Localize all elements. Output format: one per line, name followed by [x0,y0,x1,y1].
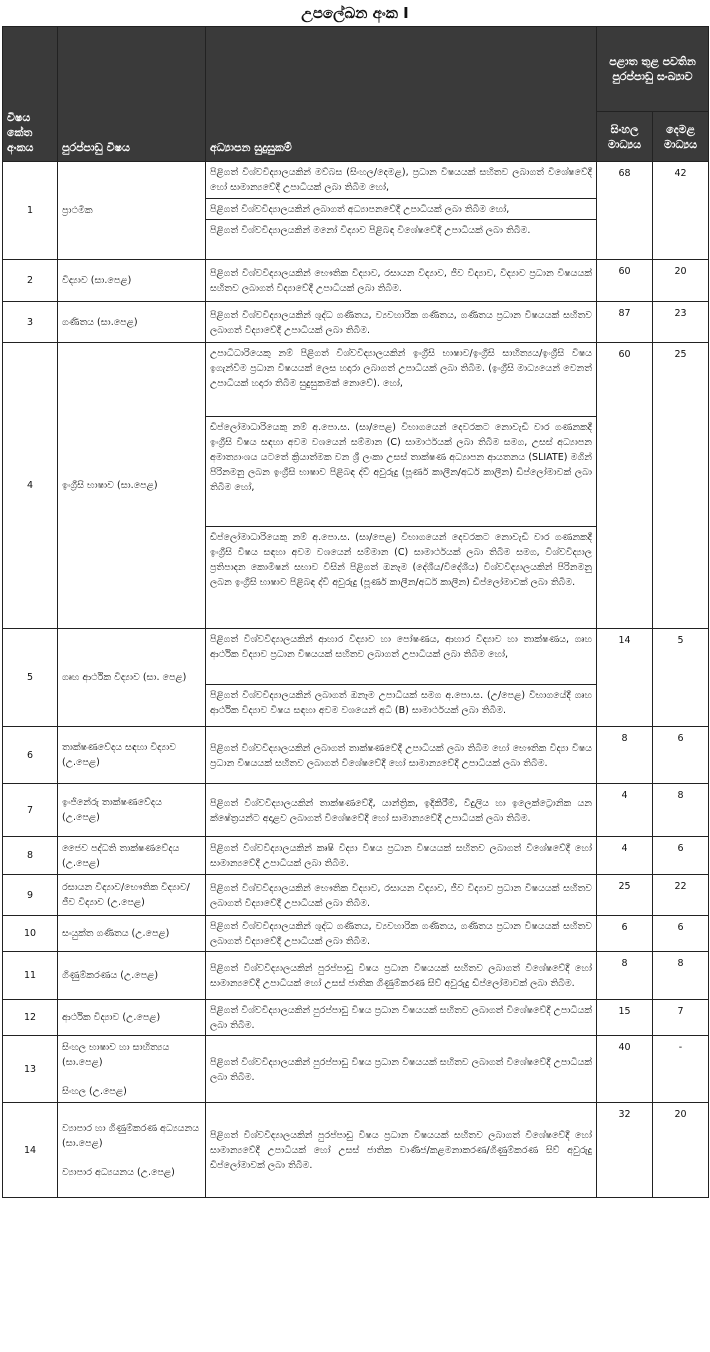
table-row [3,260,709,302]
tamil-vacancy-count: - [653,1036,709,1103]
subject-name-cell [58,916,206,952]
qualification-text: පිළිගත් විශ්වවිද්‍යාලයකින් පුරප්පාඩු විෂය ප්‍රධාන විෂයයක් සහිතව ලබාගත් විශේෂවේදී උපාධියක් ලබා තිබීම. [206,1036,597,1103]
header-qualifications: අධ්‍යාපන සුදුසුකම් [206,27,597,162]
sinhala-vacancy-count: 4 [597,837,653,875]
header-vacancies: පළාත තුළ පවතින පුරප්පාඩු සංඛ්‍යාව [597,27,709,112]
sinhala-vacancy-count: 15 [597,1000,653,1036]
subject-name-cell [58,727,206,784]
qualification-text: පිළිගත් විශ්වවිද්‍යාලයකින් ලබාගත් තාක්ෂණවේදී උපාධියක් ලබා තිබීම හෝ භෞතික විද්‍යා විෂය ප්‍රධාන විෂයයක් සහිතව ලබාගත් විශේෂවේදී හෝ සාමාන්‍යවේදී උපාධියක් ලබා තිබීම. [206,727,597,784]
subject-name-cell [58,784,206,837]
qualification-text: පිළිගත් විශ්වවිද්‍යාලයකින් තාක්ෂණවේදී, යාන්ත්‍රික, ඉදිකිරීම්, විදුලිය හා ඉලෙක්ට්‍රොනික යන ක්ෂේත්‍රයන්ට අදාළව ලබාගත් විශේෂවේදී හෝ සාමාන්‍යවේදී උපාධියක් ලබා තිබීම. [206,784,597,837]
sinhala-vacancy-count: 8 [597,727,653,784]
subject-name-cell [58,875,206,916]
subject-name-cell [58,952,206,1000]
tamil-vacancy-count: 20 [653,260,709,302]
subject-code: 10 [3,916,58,952]
subject-name: ව්‍යාපාර අධ්‍යයනය (උ.පෙළ) [62,1166,175,1178]
subject-name: ඉංග්‍රීසි භාෂාව (සා.පෙළ) [62,480,158,491]
subject-code: 6 [3,727,58,784]
tamil-vacancy-count: 20 [653,1103,709,1198]
subject-code: 8 [3,837,58,875]
sinhala-vacancy-count: 68 [597,162,653,260]
tamil-vacancy-count: 22 [653,875,709,916]
tamil-vacancy-count: 6 [653,837,709,875]
table-row [3,343,709,417]
sinhala-vacancy-count: 25 [597,875,653,916]
subject-name: ගණිතය (සා.පෙළ) [62,316,138,328]
subject-name: ආර්ථික විද්‍යාව (උ.පෙළ) [62,1012,161,1023]
subject-name: ගිණුම්කරණය (උ.පෙළ) [62,970,159,981]
subject-name: සිංහල (උ.පෙළ) [62,1085,127,1097]
subject-name-cell [58,343,206,629]
subject-code: 4 [3,343,58,629]
sinhala-vacancy-count: 87 [597,302,653,343]
tamil-vacancy-count: 5 [653,629,709,727]
sinhala-vacancy-count: 40 [597,1036,653,1103]
subject-name: ජෛව පද්ධති තාක්ෂණවේදය (උ.පෙළ) [62,842,180,869]
sinhala-vacancy-count: 14 [597,629,653,727]
tamil-vacancy-count: 42 [653,162,709,260]
subject-name-cell [58,162,206,260]
tamil-vacancy-count: 7 [653,1000,709,1036]
qualification-text: ඩිප්ලෝමාධාරියෙකු නම් අ.පො.ස. (සා/පෙළ) විභාගයෙන් දෙවරකට නොවැඩි වාර ගණනකදී ඉංග්‍රීසි විෂය සඳහා අවම වශයෙන් සම්මාන (C) සාමාර්ථයක් ලබා තිබීම සමග, උසස් අධ්‍යාපන අමාත්‍යාංශය යටතේ ක්‍රියාත්මක වන ශ්‍රී ලංකා උසස් තාක්ෂණ අධ්‍යාපන ආයතනය (SLIATE) මගින් පිරිනමනු ලබන ඉංග්‍රීසි භාෂාව පිළිබඳ ද්වි අවුරුදු (පූර්ණ කාලීන/අර්ධ කාලීන) ඩිප්ලෝමාවක් ලබා තිබීම හෝ, [206,417,597,527]
subject-code: 3 [3,302,58,343]
subject-name-cell [58,1103,206,1198]
qualification-text: පිළිගත් විශ්වවිද්‍යාලයකින් ශුද්ධ ගණිතය, ව්‍යවහාරික ගණිතය, ගණිතය ප්‍රධාන විෂයයක් සහිතව ලබාගත් විද්‍යාවේදී උපාධියක් ලබා තිබීම. [206,916,597,952]
qualification-text: පිළිගත් විශ්වවිද්‍යාලයකින් පුරප්පාඩු විෂය ප්‍රධාන විෂයයක් සහිතව ලබාගත් විශේෂවේදී හෝ සාමාන්‍යවේදී උපාධියක් හෝ උසස් ජාතික ගිණුම්කරණ සිව් අවුරුදු ඩිප්ලෝමාවක් ලබා තිබීම. [206,952,597,1000]
subject-name-cell [58,837,206,875]
table-row [3,1036,709,1103]
subject-code: 13 [3,1036,58,1103]
sinhala-vacancy-count: 60 [597,260,653,302]
subject-name: විද්‍යාව (සා.පෙළ) [62,275,132,286]
subject-code: 7 [3,784,58,837]
table-row [3,302,709,343]
header-sinhala-medium: සිංහල මාධ්‍යය [597,112,653,162]
subject-name-cell [58,1036,206,1103]
subject-code: 12 [3,1000,58,1036]
tamil-vacancy-count: 6 [653,916,709,952]
subject-name: සිංහල භාෂාව හා සාහිත්‍යය (සා.පෙළ) [62,1041,170,1068]
document-title: උපලේඛන අංක I [301,4,409,22]
sinhala-vacancy-count: 6 [597,916,653,952]
qualification-text: පිළිගත් විශ්වවිද්‍යාලයකින් ආහාර විද්‍යාව හා පෝෂණය, ආහාර විද්‍යාව හා තාක්ෂණය, ගෘහ ආර්ථික විද්‍යාව ප්‍රධාන විෂයයක් සහිතව ලබාගත් උපාධියක් ලබා තිබීම හෝ, [206,629,597,685]
page [2,0,708,1198]
table-row [3,162,709,199]
table-row [3,916,709,952]
subject-code: 5 [3,629,58,727]
header-subject-code: විෂය කේත අංකය [3,27,58,162]
qualification-text: පිළිගත් විශ්වවිද්‍යාලයකින් භෞතික විද්‍යාව, රසායන විද්‍යාව, ජීව විද්‍යාව, විද්‍යාව ප්‍රධාන විෂයයක් සහිතව ලබාගත් විද්‍යාවේදී උපාධියක් ලබා තිබීම. [206,260,597,302]
subject-name: ව්‍යාපාර හා ගිණුම්කරණ අධ්‍යයනය (සා.පෙළ) [62,1122,200,1149]
table-header [3,27,709,162]
subject-name: රසායන විද්‍යාව/භෞතික විද්‍යාව/ජීව විද්‍යාව (උ.පෙළ) [62,882,190,908]
subject-code: 1 [3,162,58,260]
subject-name: ගෘහ ආර්ථික විද්‍යාව (සා. පෙළ) [62,672,187,683]
qualification-text: උපාධිධාරියෙකු නම් පිළිගත් විශ්වවිද්‍යාලයකින් ඉංග්‍රීසි භාෂාව/ඉංග්‍රීසි සාහිත්‍යය/ඉංග්‍රීසි විෂය ඉගැන්වීම ප්‍රධාන විෂයයක් ලෙස හදාරා ලබාගත් උපාධියක් ලබා තිබීම. (ඉංග්‍රීසි මාධ්‍යයෙන් වෙනත් උපාධියක් හදාරා තිබීම සුදුසුකමක් නොවේ). හෝ, [206,343,597,417]
subject-name: සංයුක්ත ගණිතය (උ.පෙළ) [62,928,170,939]
table-row [3,1000,709,1036]
table-row [3,952,709,1000]
subject-name-cell [58,1000,206,1036]
table-row [3,1103,709,1198]
qualification-text: පිළිගත් විශ්වවිද්‍යාලයකින් ශුද්ධ ගණිතය, ව්‍යවහාරික ගණිතය, ගණිතය ප්‍රධාන විෂයයක් සහිතව ලබාගත් විද්‍යාවේදී උපාධියක් ලබා තිබීම. [206,302,597,343]
qualification-text: පිළිගත් විශ්වවිද්‍යාලයකින් මනෝ විද්‍යාව පිළිබඳ විශේෂවේදී උපාධියක් ලබා තිබීම. [206,220,597,260]
qualification-text: පිළිගත් විශ්වවිද්‍යාලයකින් පුරප්පාඩු විෂය ප්‍රධාන විෂයයක් සහිතව ලබාගත් විශේෂවේදී හෝ සාමාන්‍යවේදී උපාධියක් හෝ උසස් ජාතික වාණිජ/කළමනාකරණ/ගිණුම්කරණ සිව් අවුරුදු ඩිප්ලෝමාවක් ලබා තිබීම. [206,1103,597,1198]
qualification-text: ඩිප්ලෝමාධාරියෙකු නම් අ.පො.ස. (සා/පෙළ) විභාගයෙන් දෙවරකට නොවැඩි වාර ගණනකදී ඉංග්‍රීසි විෂය සඳහා අවම වශයෙන් සම්මාන (C) සාමාර්ථයක් ලබා තිබීම සමග, විශ්වවිද්‍යාල ප්‍රතිපාදන කොමිෂන් සභාව විසින් පිළිගත් ඔනෑම (දේශීය/විදේශීය) විශ්වවිද්‍යාලයකින් පිරිනමනු ලබන ඉංග්‍රීසි භාෂාව පිළිබඳ ද්වි අවුරුදු (පූර්ණ කාලීන/අර්ධ කාලීන) ඩිප්ලෝමාවක් ලබා තිබීම. [206,527,597,629]
tamil-vacancy-count: 8 [653,952,709,1000]
vacancy-table [2,26,709,1198]
table-row [3,837,709,875]
qualification-text: පිළිගත් විශ්වවිද්‍යාලයකින් කෘෂි විද්‍යා විෂය ප්‍රධාන විෂයයක් සහිතව ලබාගත් විශේෂවේදී හෝ සාමාන්‍යවේදී උපාධියක් ලබා තිබීම. [206,837,597,875]
sinhala-vacancy-count: 8 [597,952,653,1000]
subject-name: ඉංජිනේරු තාක්ෂණවේදය (උ.පෙළ) [62,797,162,823]
qualification-text: පිළිගත් විශ්වවිද්‍යාලයකින් ලබාගත් ඔනෑම උපාධියක් සමග අ.පො.ස. (උ/පෙළ) විභාගයේදී ගෘහ ආර්ථික විද්‍යාව විෂය සඳහා අවම වශයෙන් අධි (B) සාමාර්ථයක් ලබා තිබීම. [206,685,597,727]
table-row [3,629,709,685]
subject-code: 9 [3,875,58,916]
subject-name-cell [58,260,206,302]
table-row [3,875,709,916]
qualification-text: පිළිගත් විශ්වවිද්‍යාලයකින් භෞතික විද්‍යාව, රසායන විද්‍යාව, ජීව විද්‍යාව ප්‍රධාන විෂයයක් සහිතව ලබාගත් විද්‍යාවේදී උපාධියක් ලබා තිබීම. [206,875,597,916]
subject-name: ප්‍රාථමික [62,205,93,216]
sinhala-vacancy-count: 32 [597,1103,653,1198]
tamil-vacancy-count: 23 [653,302,709,343]
sinhala-vacancy-count: 60 [597,343,653,629]
header-subject: පුරප්පාඩු විෂය [58,27,206,162]
qualification-text: පිළිගත් විශ්වවිද්‍යාලයකින් ලබාගත් අධ්‍යාපනවේදී උපාධියක් ලබා තිබීම හෝ, [206,199,597,220]
header-tamil-medium: දෙමළ මාධ්‍යය [653,112,709,162]
subject-code: 14 [3,1103,58,1198]
tamil-vacancy-count: 25 [653,343,709,629]
table-row [3,727,709,784]
subject-name: තාක්ෂණවේදය සඳහා විද්‍යාව (උ.පෙළ) [62,742,177,768]
qualification-text: පිළිගත් විශ්වවිද්‍යාලයකින් මව්බස (සිංහල/දෙමළ), ප්‍රධාන විෂයයක් සහිතව ලබාගත් විශේෂවේදී හෝ සාමාන්‍යවේදී උපාධියක් ලබා තිබීම හෝ, [206,162,597,199]
qualification-text: පිළිගත් විශ්වවිද්‍යාලයකින් පුරප්පාඩු විෂය ප්‍රධාන විෂයයක් සහිතව ලබාගත් විශේෂවේදී උපාධියක් ලබා තිබීම. [206,1000,597,1036]
tamil-vacancy-count: 6 [653,727,709,784]
sinhala-vacancy-count: 4 [597,784,653,837]
tamil-vacancy-count: 8 [653,784,709,837]
subject-code: 11 [3,952,58,1000]
subject-name-cell [58,629,206,727]
table-body [3,162,709,1198]
subject-name-cell [58,302,206,343]
subject-code: 2 [3,260,58,302]
table-row [3,784,709,837]
